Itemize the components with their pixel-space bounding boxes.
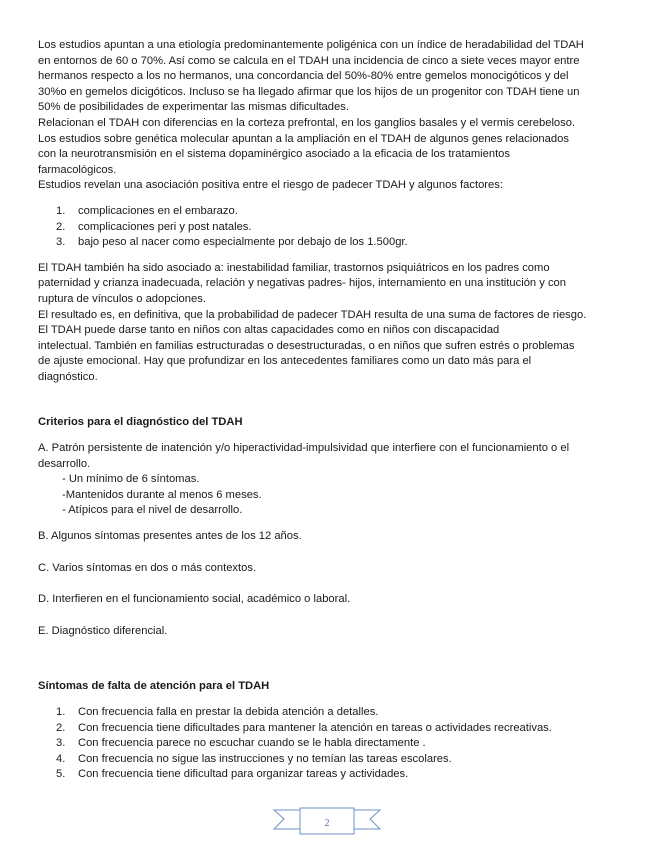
list-item: [38, 752, 618, 768]
list-item: [38, 204, 618, 220]
list-number: 3.: [56, 236, 66, 249]
list-number: 5.: [56, 768, 66, 781]
criteria-heading: Criterios para el diagnóstico del TDAH: [38, 416, 243, 429]
list-text: Con frecuencia no sigue las instrucciones y no temían las tareas escolares.: [78, 752, 452, 765]
text-line: 30%o en gemelos dicigóticos. Incluso se ha llegado afirmar que los hijos de un progenitor con TDAH tiene un: [38, 85, 580, 98]
list-item: [38, 705, 618, 721]
criterion-a-sub: - Atípicos para el nivel de desarrollo.: [62, 504, 243, 517]
list-number: 2.: [56, 220, 66, 233]
symptoms-list: [38, 705, 618, 783]
risk-factors-list: [38, 204, 618, 251]
text-line: Los estudios sobre genética molecular apuntan a la ampliación en el TDAH de algunos genes relacionados: [38, 132, 569, 145]
text-line: A. Patrón persistente de inatención y/o hiperactividad-impulsividad que interfiere con el funcionamiento o el: [38, 442, 570, 455]
text-line: de ajuste emocional. Hay que profundizar en los antecedentes familiares como un dato más para el: [38, 355, 532, 368]
list-number: 4.: [56, 752, 66, 765]
list-item: [38, 736, 618, 752]
text-line: ruptura de vínculos o adopciones.: [38, 292, 206, 305]
list-item: [38, 235, 618, 251]
text-line: El TDAH puede darse tanto en niños con altas capacidades como en niños con discapacidad: [38, 324, 500, 337]
associations-paragraph: [38, 261, 618, 386]
page-number: 2: [324, 818, 330, 829]
list-text: Con frecuencia tiene dificultad para organizar tareas y actividades.: [78, 768, 409, 781]
list-text: Con frecuencia parece no escuchar cuando se le habla directamente .: [78, 737, 426, 750]
list-item: [38, 767, 618, 783]
text-line: con la neurotransmisión en el sistema dopaminérgico asociado a la eficacia de los tratamientos: [38, 148, 510, 161]
list-text: bajo peso al nacer como especialmente por debajo de los 1.500gr.: [78, 236, 408, 249]
criterion-a-sub: - Un mínimo de 6 síntomas.: [62, 473, 200, 486]
list-number: 1.: [56, 204, 66, 217]
text-line: Relacionan el TDAH con diferencias en la corteza prefrontal, en los ganglios basales y el vermis cerebeloso.: [38, 116, 576, 129]
list-item: [38, 220, 618, 236]
list-number: 3.: [56, 737, 66, 750]
list-text: complicaciones peri y post natales.: [78, 220, 252, 233]
criterion-c: C. Varios síntomas en dos o más contextos.: [38, 561, 257, 574]
criterion-e: E. Diagnóstico diferencial.: [38, 624, 168, 637]
text-line: Estudios revelan una asociación positiva entre el riesgo de padecer TDAH y algunos factores:: [38, 179, 503, 192]
text-line: desarrollo.: [38, 457, 91, 470]
etiology-paragraph: [38, 38, 618, 194]
list-text: complicaciones en el embarazo.: [78, 204, 238, 217]
text-line: en entornos de 60 o 70%. Así como se calcula en el TDAH una incidencia de cinco a siete veces mayor entre: [38, 54, 580, 67]
list-item: [38, 721, 618, 737]
text-line: El resultado es, en definitiva, que la probabilidad de padecer TDAH resulta de una suma de factores de riesgo.: [38, 308, 587, 321]
text-line: farmacológicos.: [38, 163, 117, 176]
text-line: hermanos respecto a los no hermanos, una concordancia del 50%-80% entre gemelos monocigóticos y del: [38, 70, 569, 83]
page-content: [38, 38, 618, 783]
list-number: 2.: [56, 721, 66, 734]
text-line: intelectual. También en familias estructuradas o desestructuradas, o en niños que sufren estrés o problemas: [38, 339, 575, 352]
criterion-a: [38, 441, 618, 519]
criterion-d: D. Interfieren en el funcionamiento social, académico o laboral.: [38, 593, 351, 606]
page-footer: [0, 804, 655, 838]
list-number: 1.: [56, 706, 66, 718]
list-text: Con frecuencia falla en prestar la debida atención a detalles.: [78, 706, 379, 718]
text-line: paternidad y crianza inadecuada, relación y negativas padres- hijos, internamiento en una institución y con: [38, 277, 566, 290]
text-line: El TDAH también ha sido asociado a: inestabilidad familiar, trastornos psiquiátricos en los padres como: [38, 261, 550, 274]
text-line: 50% de posibilidades de experimentar las mismas dificultades.: [38, 101, 349, 114]
criterion-a-sub: -Mantenidos durante al menos 6 meses.: [62, 488, 262, 501]
symptoms-heading: Síntomas de falta de atención para el TDAH: [38, 680, 270, 693]
text-line: diagnóstico.: [38, 370, 98, 383]
list-text: Con frecuencia tiene dificultades para mantener la atención en tareas o actividades recreativas.: [78, 721, 552, 734]
text-line: Los estudios apuntan a una etiología predominantemente poligénica con un índice de heradabilidad del TDAH: [38, 39, 584, 51]
criterion-b: B. Algunos síntomas presentes antes de los 12 años.: [38, 530, 302, 543]
